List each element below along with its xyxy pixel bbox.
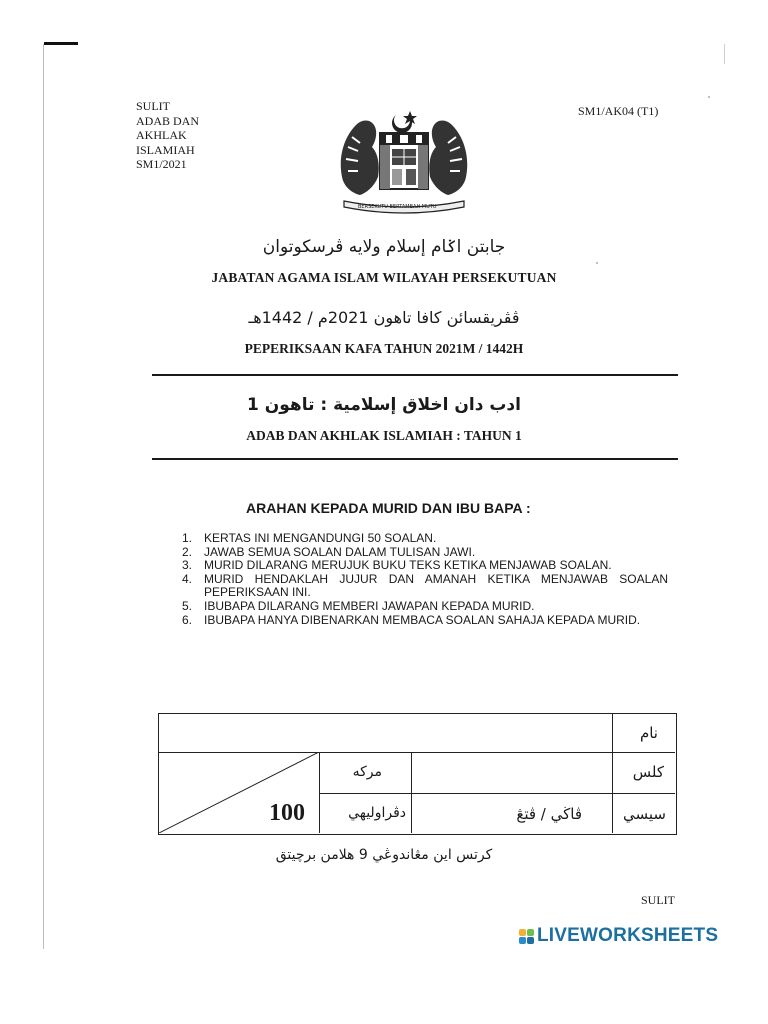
instruction-item <box>182 573 668 600</box>
instructions-list <box>182 532 668 627</box>
subject-title-jawi: ادب دان اخلاق إسلامية : تاهون 1 <box>247 395 521 415</box>
class-field[interactable] <box>411 752 612 793</box>
header-left-block <box>136 99 199 172</box>
header-subject-line-2: AKHLAK <box>136 128 187 142</box>
instruction-number: 6. <box>182 612 193 627</box>
instruction-item <box>182 614 668 628</box>
instruction-text: IBUBAPA HANYA DIBENARKAN MEMBACA SOALAN SAHAJA KEPADA MURID. <box>204 612 641 627</box>
header-paper-code: SM1/2021 <box>136 157 187 171</box>
session-value: ڤاڬي / ڤتڠ <box>516 805 582 823</box>
liveworksheets-logo-icon <box>519 929 534 944</box>
department-name: JABATAN AGAMA ISLAM WILAYAH PERSEKUTUAN <box>211 270 557 285</box>
scan-dust <box>596 262 598 264</box>
department-name-jawi: جابتن اݢام إسلام ولايه ڤرسکوتوان <box>262 237 506 257</box>
instruction-item <box>182 546 668 560</box>
instruction-number: 3. <box>182 558 193 573</box>
liveworksheets-logo[interactable] <box>519 925 718 947</box>
footer-sulit: SULIT <box>641 893 675 907</box>
instructions-title: ARAHAN KEPADA MURID DAN IBU BAPA : <box>246 500 531 516</box>
marks-field[interactable] <box>159 752 319 833</box>
divider-top <box>152 374 678 376</box>
header-sulit: SULIT <box>136 99 170 113</box>
header-subject-line-1: ADAB DAN <box>136 113 199 128</box>
student-info-table <box>158 713 677 835</box>
table-row-divider <box>411 793 675 794</box>
subject-title: ADAB DAN AKHLAK ISLAMIAH : TAHUN 1 <box>246 428 522 443</box>
class-label: كلس <box>632 763 664 781</box>
instruction-number: 5. <box>182 598 193 613</box>
scan-edge-mark <box>44 42 78 45</box>
name-label: نام <box>639 724 658 742</box>
header-subject-line-3: ISLAMIAH <box>136 142 195 157</box>
marks-label: مركه <box>352 764 382 780</box>
instruction-text: IBUBAPA DILARANG MEMBERI JAWAPAN KEPADA MURID. <box>204 598 535 613</box>
header-exam-code: SM1/AK04 (T1) <box>578 104 659 118</box>
instruction-text: KERTAS INI MENGANDUNGI 50 SOALAN. <box>204 531 437 545</box>
instruction-number: 1. <box>182 531 193 545</box>
table-col-divider <box>319 752 320 833</box>
instruction-item <box>182 532 668 546</box>
page-count-note: كرتس اين مڠاندوڠي 9 هلامن برچيتق <box>275 847 493 863</box>
instruction-item <box>182 600 668 614</box>
liveworksheets-wordmark: LIVEWORKSHEETS <box>537 925 719 946</box>
name-field[interactable] <box>159 714 612 752</box>
exam-title: PEPERIKSAAN KAFA TAHUN 2021M / 1442H <box>244 341 524 356</box>
instruction-text: MURID DILARANG MERUJUK BUKU TEKS KETIKA MENJAWAB SOALAN. <box>204 558 612 573</box>
instruction-text: MURID HENDAKLAH JUJUR DAN AMANAH KETIKA MENJAWAB SOALAN PEPERIKSAAN INI. <box>204 571 668 600</box>
instruction-number: 2. <box>182 544 193 559</box>
scan-dust <box>708 96 710 98</box>
obtained-marks-label: دڤراوليهي <box>348 805 406 821</box>
instruction-item <box>182 559 668 573</box>
exam-title-jawi: ڤڤريقسائن كافا تاهون 2021م / 1442هـ <box>248 308 520 327</box>
total-marks: 100 <box>269 800 305 826</box>
table-row-divider <box>319 793 411 794</box>
malaysia-coat-of-arms-icon <box>330 107 478 219</box>
scan-edge-line-right <box>724 44 725 64</box>
instruction-text: JAWAB SEMUA SOALAN DALAM TULISAN JAWI. <box>204 544 476 559</box>
table-col-divider <box>612 714 613 833</box>
scan-edge-line <box>43 44 44 949</box>
divider-bottom <box>152 458 678 460</box>
instruction-number: 4. <box>182 571 193 586</box>
session-label: سيسي <box>623 805 666 823</box>
crest-motto: BERSEKUTU BERTAMBAH MUTU <box>358 204 437 210</box>
